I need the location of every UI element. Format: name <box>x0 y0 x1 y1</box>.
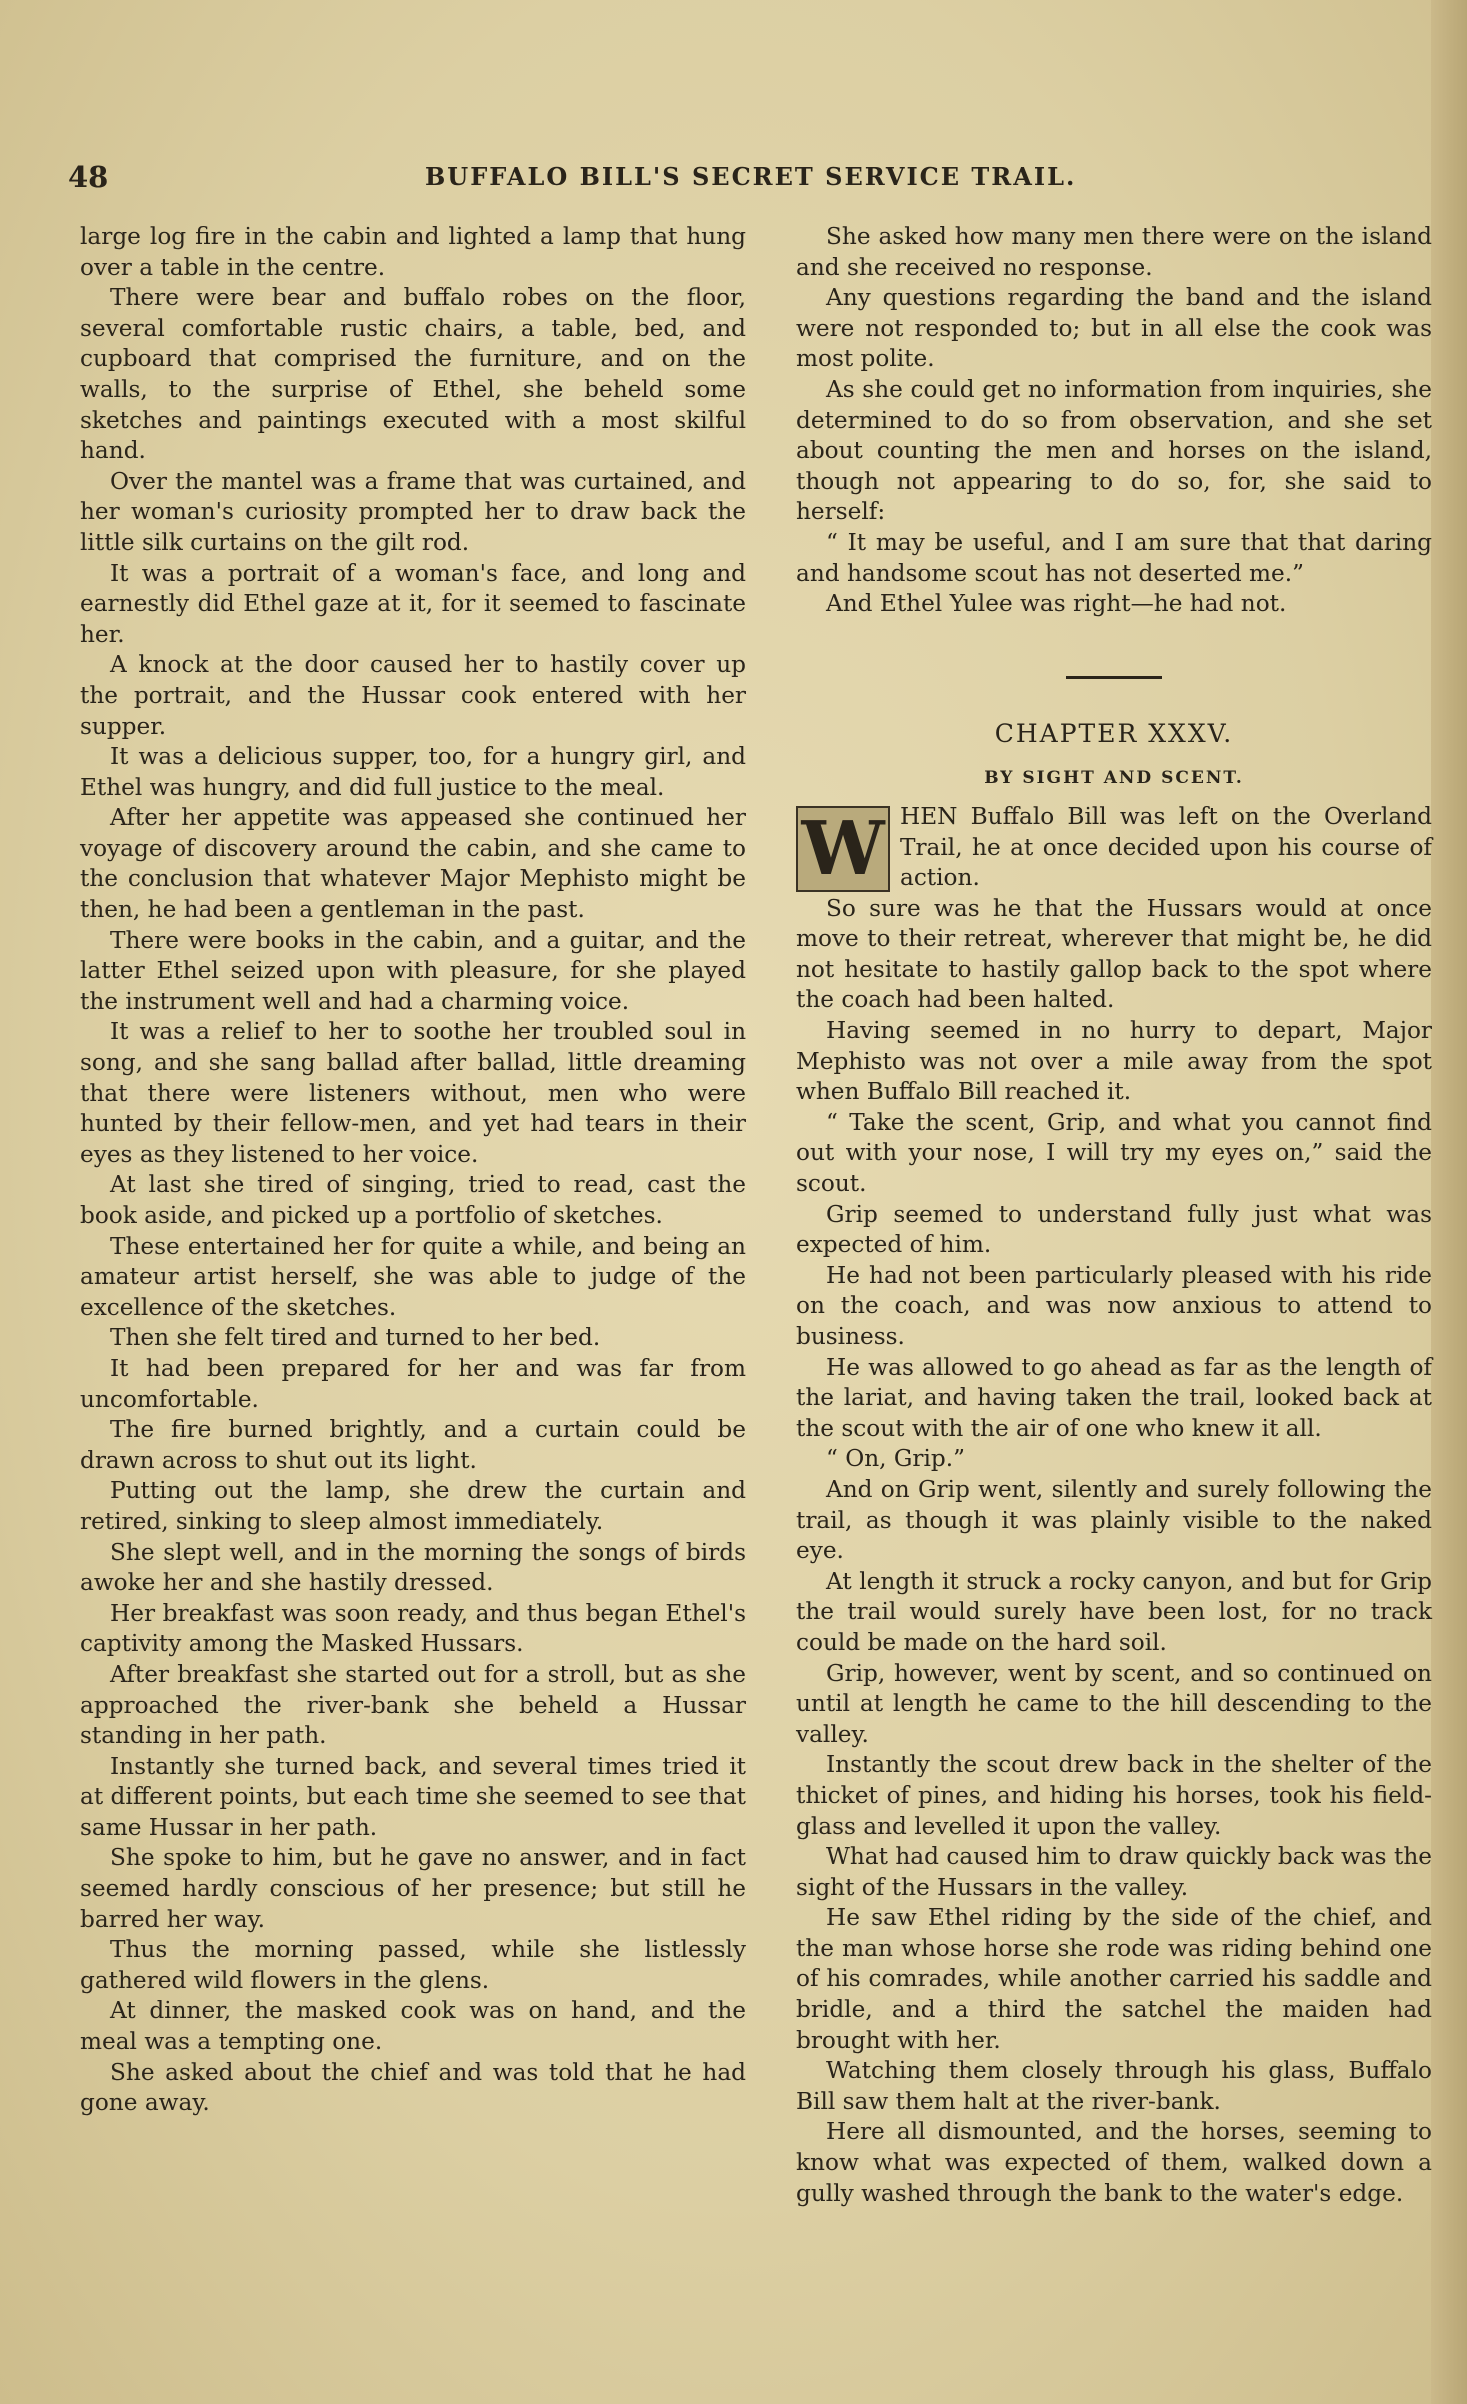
section-divider <box>1066 676 1162 679</box>
paragraph: And on Grip went, silently and surely following the trail, as though it was plainly visible to the naked eye. <box>796 1475 1432 1565</box>
paragraph: Putting out the lamp, she drew the curtain and retired, sinking to sleep almost immediately. <box>80 1477 746 1535</box>
paragraph: At last she tired of singing, tried to read, cast the book aside, and picked up a portfolio of sketches. <box>80 1171 746 1229</box>
page-header <box>68 160 1388 200</box>
paragraph: At dinner, the masked cook was on hand, and the meal was a tempting one. <box>80 1997 746 2056</box>
paragraph: It was a portrait of a woman's face, and long and earnestly did Ethel gaze at it, for it seemed to fascinate her. <box>80 559 746 648</box>
paragraph: Watching them closely through his glass, Buffalo Bill saw them halt at the river-bank. <box>796 2057 1432 2115</box>
chapter-title: CHAPTER XXXV. <box>994 718 1234 748</box>
paragraph: She asked how many men there were on the island and she received no response. <box>796 223 1432 281</box>
paragraph: “ Take the scent, Grip, and what you cannot find out with your nose, I will try my eyes on,” said the scout. <box>796 1108 1432 1198</box>
chapter-subtitle: BY SIGHT AND SCENT. <box>984 768 1244 789</box>
paragraph: Her breakfast was soon ready, and thus began Ethel's captivity among the Masked Hussars. <box>80 1599 746 1658</box>
paragraph: She asked about the chief and was told that he had gone away. <box>80 2058 746 2117</box>
paragraph: After her appetite was appeased she continued her voyage of discovery around the cabin, and she came to the conclusion that whatever Major Mephisto might be then, he had been a gentleman in the past. <box>80 804 746 924</box>
page-number: 48 <box>68 160 109 194</box>
paragraph: These entertained her for quite a while, and being an amateur artist herself, she was able to judge of the excellence of the sketches. <box>80 1232 746 1321</box>
paragraph: What had caused him to draw quickly back was the sight of the Hussars in the valley. <box>796 1843 1432 1901</box>
chapter-opening-paragraph <box>796 802 1432 894</box>
paragraph: Instantly she turned back, and several times tried it at different points, but each time she seemed to see that same Hussar in her path. <box>80 1752 746 1841</box>
paragraph: Any questions regarding the band and the island were not responded to; but in all else the cook was most polite. <box>796 284 1432 373</box>
paragraph: It was a relief to her to soothe her troubled soul in song, and she sang ballad after ballad, little dreaming that there were listeners without, men who were hunted by their fellow-men, and yet had tears in their eyes as they listened to her voice. <box>80 1018 746 1168</box>
paragraph: After breakfast she started out for a stroll, but as she approached the river-bank she beheld a Hussar standing in her path. <box>80 1660 746 1750</box>
left-column <box>80 222 746 2119</box>
paragraph: Grip, however, went by scent, and so continued on until at length he came to the hill descending to the valley. <box>796 1659 1432 1748</box>
paragraph: “ On, Grip.” <box>826 1445 966 1473</box>
paragraph: As she could get no information from inquiries, she determined to do so from observation, and she set about counting the men and horses on the island, though not appearing to do so, for, she said to herself: <box>796 375 1432 526</box>
paragraph: He was allowed to go ahead as far as the length of the lariat, and having taken the trail, looked back at the scout with the air of one who knew it all. <box>796 1353 1432 1442</box>
paragraph: A knock at the door caused her to hastily cover up the portrait, and the Hussar cook entered with her supper. <box>80 651 746 740</box>
paragraph: Instantly the scout drew back in the shelter of the thicket of pines, and hiding his horses, took his field-glass and levelled it upon the valley. <box>796 1751 1432 1840</box>
paragraph: There were books in the cabin, and a guitar, and the latter Ethel seized upon with pleasure, for she played the instrument well and had a charming voice. <box>80 926 746 1015</box>
paragraph: There were bear and buffalo robes on the floor, several comfortable rustic chairs, a table, bed, and cupboard that comprised the furniture, and on the walls, to the surprise of Ethel, she beheld some sketches and paintings executed with a most skilful hand. <box>80 284 746 465</box>
chapter-opening-text: HEN Buffalo Bill was left on the Overland Trail, he at once decided upon his course of action. <box>900 802 1432 892</box>
paragraph: Having seemed in no hurry to depart, Major Mephisto was not over a mile away from the spot when Buffalo Bill reached it. <box>796 1017 1432 1106</box>
paragraph: She slept well, and in the morning the songs of birds awoke her and she hastily dressed. <box>80 1538 746 1597</box>
paragraph: He had not been particularly pleased with his ride on the coach, and was now anxious to attend to business. <box>796 1261 1432 1350</box>
page-edge-shadow <box>1431 0 1467 2404</box>
drop-cap: W <box>796 806 890 892</box>
paragraph: large log fire in the cabin and lighted a lamp that hung over a table in the centre. <box>80 223 746 281</box>
right-column <box>796 222 1432 2209</box>
paragraph: At length it struck a rocky canyon, and but for Grip the trail would surely have been lost, for no track could be made on the hard soil. <box>796 1567 1432 1656</box>
paragraph: The fire burned brightly, and a curtain could be drawn across to shut out its light. <box>80 1416 746 1474</box>
paragraph: Then she felt tired and turned to her bed. <box>110 1324 601 1352</box>
paragraph: Here all dismounted, and the horses, seeming to know what was expected of them, walked down a gully washed through the bank to the water's edge. <box>796 2118 1432 2207</box>
paragraph: Over the mantel was a frame that was curtained, and her woman's curiosity prompted her to draw back the little silk curtains on the gilt rod. <box>80 467 746 556</box>
paragraph: Thus the morning passed, while she listlessly gathered wild flowers in the glens. <box>80 1936 746 1994</box>
paragraph: “ It may be useful, and I am sure that that daring and handsome scout has not deserted me.” <box>796 528 1432 587</box>
paragraph: It had been prepared for her and was far from uncomfortable. <box>80 1354 746 1413</box>
running-title: BUFFALO BILL'S SECRET SERVICE TRAIL. <box>425 162 1077 191</box>
paragraph: It was a delicious supper, too, for a hungry girl, and Ethel was hungry, and did full justice to the meal. <box>80 743 746 801</box>
paragraph: He saw Ethel riding by the side of the chief, and the man whose horse she rode was riding behind one of his comrades, while another carried his saddle and bridle, and a third the satchel the maiden had brought with her. <box>796 1904 1432 2054</box>
paragraph: So sure was he that the Hussars would at once move to their retreat, wherever that might be, he did not hesitate to hastily gallop back to the spot where the coach had been halted. <box>796 894 1432 1014</box>
paragraph: She spoke to him, but he gave no answer, and in fact seemed hardly conscious of her presence; but still he barred her way. <box>80 1844 746 1933</box>
paragraph: Grip seemed to understand fully just what was expected of him. <box>796 1200 1432 1259</box>
paragraph: And Ethel Yulee was right—he had not. <box>826 590 1287 618</box>
